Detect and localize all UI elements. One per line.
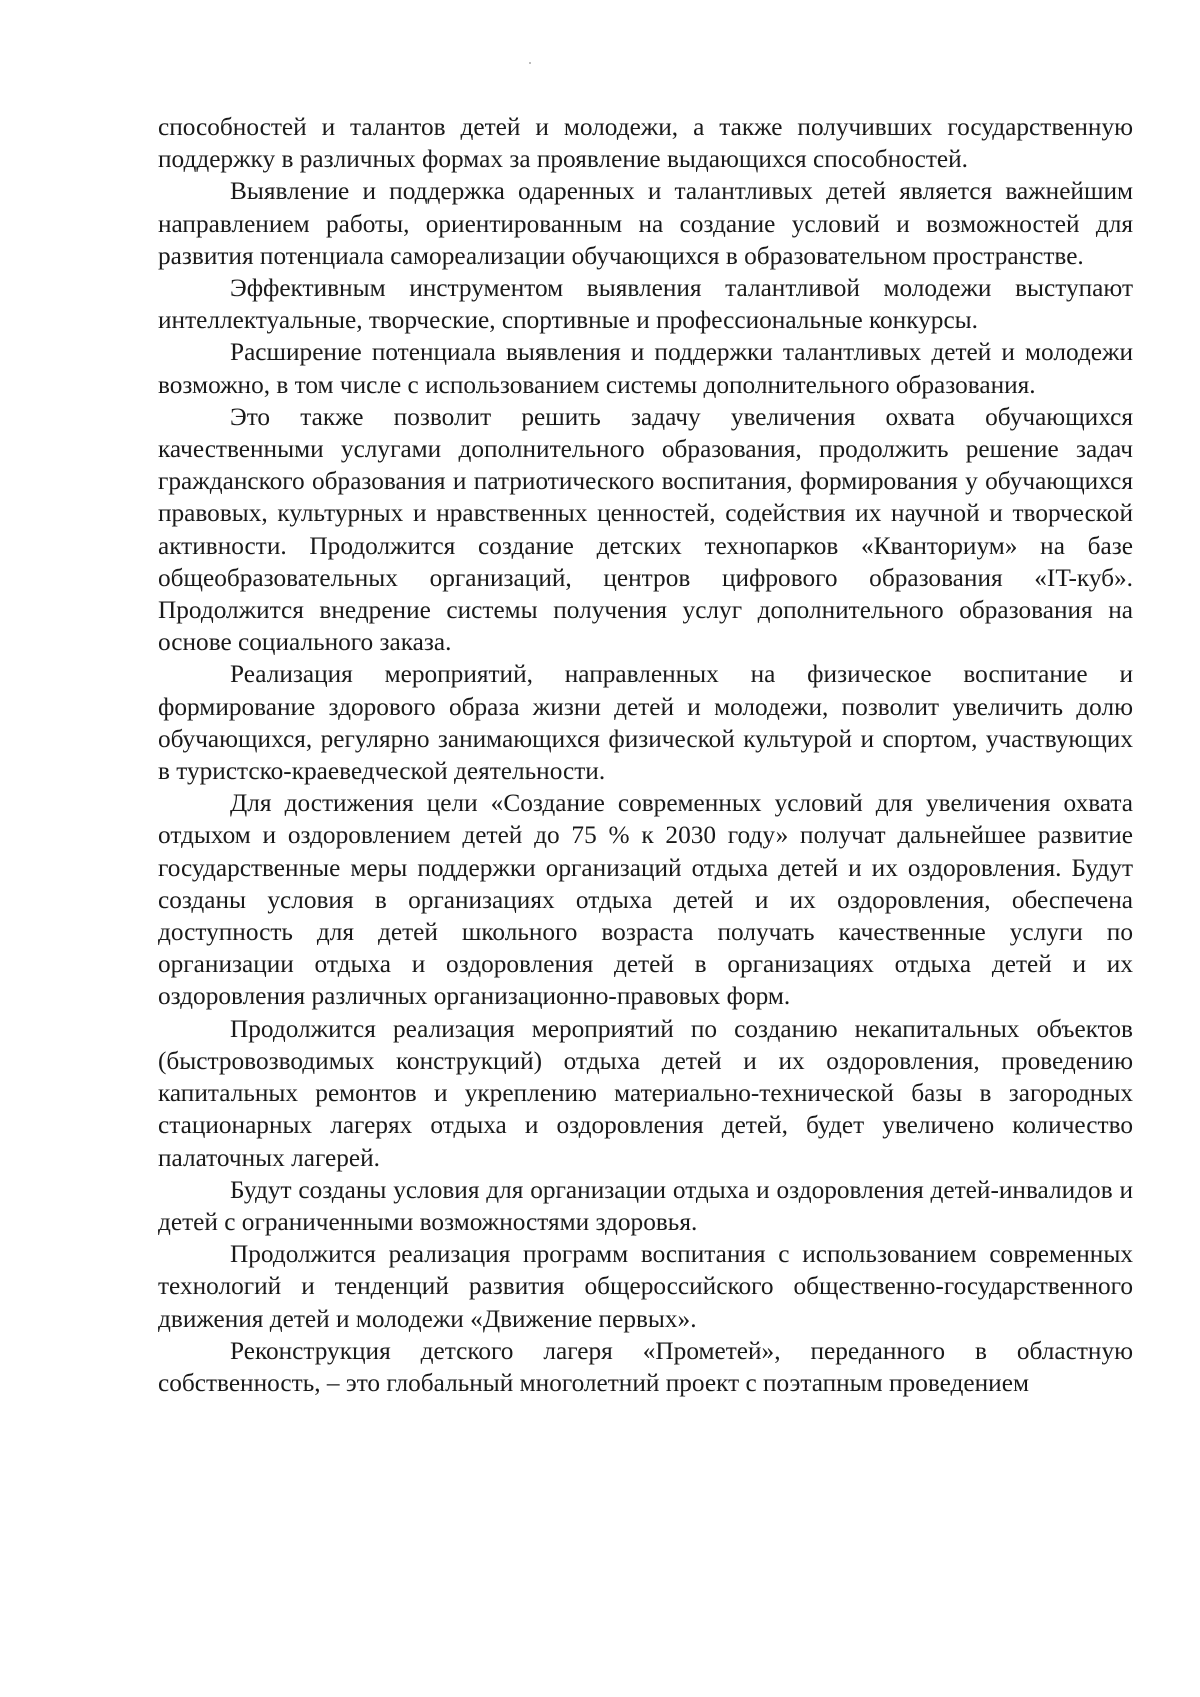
paragraph-8: Продолжится реализация мероприятий по созданию некапитальных объектов (быстровозводимых конструкций) отдыха детей и их оздоровления, проведению капитальных ремонтов и укреплению материально-технической базы в загородных стационарных лагерях отдыха и оздоровления детей, будет увеличено количество палаточных лагерей. — [158, 1014, 1133, 1172]
paragraph-11: Реконструкция детского лагеря «Прометей», переданного в областную собственность, – это глобальный многолетний проект с поэтапным проведением — [158, 1336, 1133, 1397]
paragraph-1: способностей и талантов детей и молодежи, а также получивших государственную поддержку в различных формах за проявление выдающихся способностей. — [158, 113, 1133, 174]
paragraph-3: Эффективным инструментом выявления талантливой молодежи выступают интеллектуальные, творческие, спортивные и профессиональные конкурсы. — [158, 274, 1133, 335]
paragraph-10: Продолжится реализация программ воспитания с использованием современных технологий и тенденций развития общероссийского общественно-государственного движения детей и молодежи «Движение первых». — [158, 1240, 1133, 1333]
paragraph-6: Реализация мероприятий, направленных на физическое воспитание и формирование здорового образа жизни детей и молодежи, позволит увеличить долю обучающихся, регулярно занимающихся физической культурой и спортом, участвующих в туристско-краеведческой деятельности. — [158, 660, 1133, 786]
paragraph-7: Для достижения цели «Создание современных условий для увеличения охвата отдыхом и оздоровлением детей до 75 % к 2030 году» получат дальнейшее развитие государственные меры поддержки организаций отдыха детей и их оздоровления. Будут созданы условия в организациях отдыха детей и их оздоровления, обеспечена доступность для детей школьного возраста получать качественные услуги по организации отдыха и оздоровления детей в организациях отдыха детей и их оздоровления различных организационно-правовых форм. — [158, 789, 1133, 1011]
scan-mark — [529, 62, 531, 64]
paragraph-2: Выявление и поддержка одаренных и талантливых детей является важнейшим направлением работы, ориентированным на создание условий и возможностей для развития потенциала самореализации обучающихся в образовательном пространстве. — [158, 177, 1133, 270]
paragraph-4: Расширение потенциала выявления и поддержки талантливых детей и молодежи возможно, в том числе с использованием системы дополнительного образования. — [158, 338, 1133, 399]
document-body — [158, 111, 1133, 1399]
paragraph-5: Это также позволит решить задачу увеличения охвата обучающихся качественными услугами дополнительного образования, продолжить решение задач гражданского образования и патриотического воспитания, формирования у обучающихся правовых, культурных и нравственных ценностей, содействия их научной и творческой активности. Продолжится создание детских технопарков «Кванториум» на базе общеобразовательных организаций, центров цифрового образования «IT-куб». Продолжится внедрение системы получения услуг дополнительного образования на основе социального заказа. — [158, 402, 1133, 657]
paragraph-9: Будут созданы условия для организации отдыха и оздоровления детей-инвалидов и детей с ограниченными возможностями здоровья. — [158, 1175, 1133, 1236]
